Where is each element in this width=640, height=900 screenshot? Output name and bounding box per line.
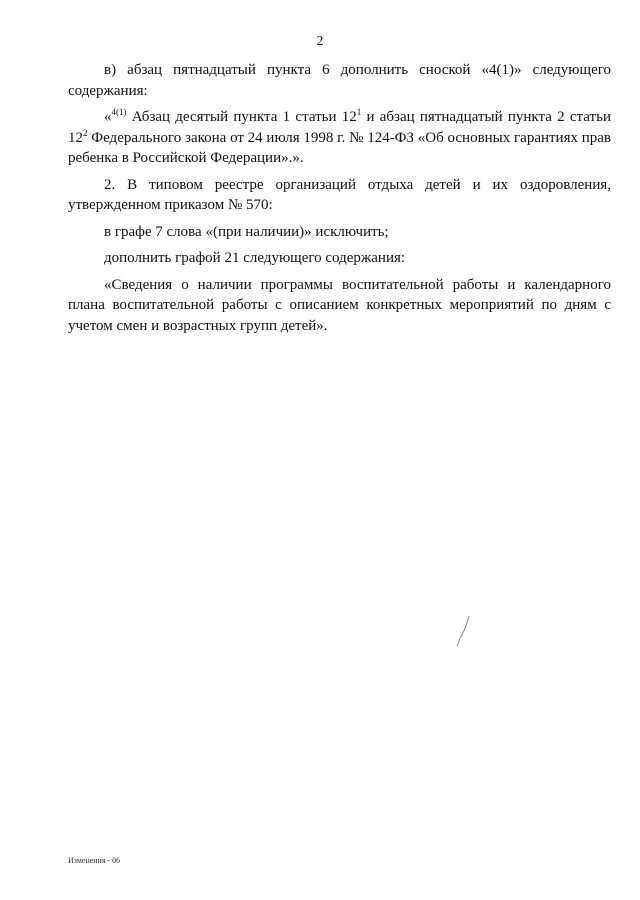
page-number: 2 [316, 34, 324, 49]
paragraph-amendment-v: в) абзац пятнадцатый пункта 6 дополнить сноской «4(1)» следующего содержания: [68, 62, 611, 99]
pen-stroke-mark [454, 614, 472, 648]
document-body [68, 60, 611, 342]
footer-label: Изменения - 06 [68, 856, 121, 865]
paragraph-footnote-text [68, 107, 611, 169]
footnote-marker: 4(1) [111, 107, 127, 117]
footnote-text-part-c: Федерального закона от 24 июля 1998 г. № 124-ФЗ «Об основных гарантиях прав ребенка в Российской Федерации».». [68, 129, 612, 166]
footnote-text-part-b: и абзац пятнадцатый пункта 2 статьи 12 [68, 109, 611, 146]
open-quote: « [104, 109, 112, 125]
paragraph-column-21: дополнить графой 21 следующего содержания: [104, 250, 406, 266]
paragraph-column-21-content: «Сведения о наличии программы воспитательной работы и календарного плана воспитательной работы с описанием конкретных мероприятий по дням с учетом смен и возрастных групп детей». [68, 276, 611, 334]
article-superscript-a: 1 [356, 107, 362, 117]
paragraph-registry-section: 2. В типовом реестре организаций отдыха детей и их оздоровления, утвержденном приказом № 570: [68, 176, 611, 213]
footnote-text-part-a: Абзац десятый пункта 1 статьи 12 [126, 109, 357, 125]
paragraph-column-7: в графе 7 слова «(при наличии)» исключить; [104, 223, 389, 240]
article-superscript-b: 2 [83, 127, 88, 138]
